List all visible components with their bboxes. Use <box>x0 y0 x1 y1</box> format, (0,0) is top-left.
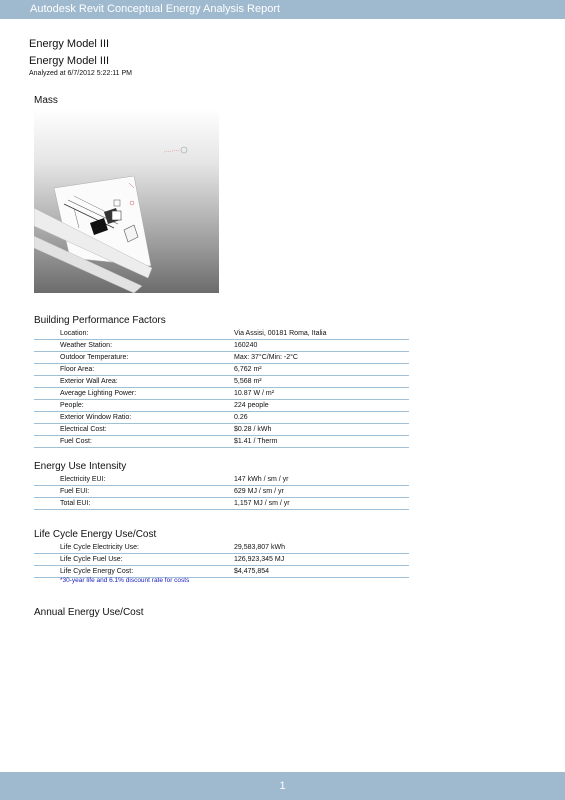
report-footer <box>0 772 565 800</box>
row-value: 224 people <box>234 400 409 412</box>
mass-section-title: Mass <box>34 95 58 106</box>
row-label: Exterior Window Ratio: <box>34 412 234 424</box>
report-header <box>0 0 565 19</box>
row-label: Life Cycle Electricity Use: <box>34 542 234 554</box>
analyzed-timestamp: Analyzed at 6/7/2012 5:22:11 PM <box>29 70 132 77</box>
row-label: Life Cycle Fuel Use: <box>34 554 234 566</box>
energy-use-intensity-table <box>34 474 409 510</box>
row-label: Outdoor Temperature: <box>34 352 234 364</box>
row-label: People: <box>34 400 234 412</box>
table-row <box>34 352 409 364</box>
model-title: Energy Model III <box>29 38 110 50</box>
mass-model-image <box>34 108 219 293</box>
row-value: 29,583,807 kWh <box>234 542 409 554</box>
row-label: Location: <box>34 328 234 340</box>
table-row <box>34 364 409 376</box>
table-row <box>34 566 409 578</box>
row-label: Fuel EUI: <box>34 486 234 498</box>
row-value: 10.87 W / m² <box>234 388 409 400</box>
row-label: Electrical Cost: <box>34 424 234 436</box>
row-value: 0.26 <box>234 412 409 424</box>
report-header-title: Autodesk Revit Conceptual Energy Analysis Report <box>30 3 281 15</box>
table-row <box>34 340 409 352</box>
row-label: Average Lighting Power: <box>34 388 234 400</box>
row-value: $0.28 / kWh <box>234 424 409 436</box>
row-value: $1.41 / Therm <box>234 436 409 448</box>
row-value: 147 kWh / sm / yr <box>234 474 409 486</box>
row-value: 126,923,345 MJ <box>234 554 409 566</box>
row-label: Weather Station: <box>34 340 234 352</box>
table-row <box>34 328 409 340</box>
row-value: 160240 <box>234 340 409 352</box>
life-cycle-title: Life Cycle Energy Use/Cost <box>34 529 157 540</box>
model-subtitle: Energy Model III <box>29 55 110 67</box>
building-performance-table <box>34 328 409 448</box>
row-label: Floor Area: <box>34 364 234 376</box>
energy-use-intensity-title: Energy Use Intensity <box>34 461 127 472</box>
row-label: Life Cycle Energy Cost: <box>34 566 234 578</box>
page-number: 1 <box>279 780 286 792</box>
row-label: Fuel Cost: <box>34 436 234 448</box>
table-row <box>34 542 409 554</box>
row-label: Total EUI: <box>34 498 234 510</box>
table-row <box>34 498 409 510</box>
row-label: Exterior Wall Area: <box>34 376 234 388</box>
table-row <box>34 424 409 436</box>
row-value: 5,568 m² <box>234 376 409 388</box>
building-performance-title: Building Performance Factors <box>34 315 166 326</box>
life-cycle-table <box>34 542 409 578</box>
table-row <box>34 412 409 424</box>
row-value: 629 MJ / sm / yr <box>234 486 409 498</box>
table-row <box>34 436 409 448</box>
table-row <box>34 400 409 412</box>
row-value: 1,157 MJ / sm / yr <box>234 498 409 510</box>
row-label: Electricity EUI: <box>34 474 234 486</box>
row-value: 6,762 m² <box>234 364 409 376</box>
table-row <box>34 474 409 486</box>
table-row <box>34 388 409 400</box>
table-row <box>34 554 409 566</box>
table-row <box>34 376 409 388</box>
life-cycle-footnote: *30-year life and 6.1% discount rate for costs <box>60 577 190 584</box>
row-value: Via Assisi, 00181 Roma, Italia <box>234 328 409 340</box>
annual-energy-title: Annual Energy Use/Cost <box>34 607 144 618</box>
row-value: $4,475,854 <box>234 566 409 578</box>
row-value: Max: 37°C/Min: -2°C <box>234 352 409 364</box>
table-row <box>34 486 409 498</box>
